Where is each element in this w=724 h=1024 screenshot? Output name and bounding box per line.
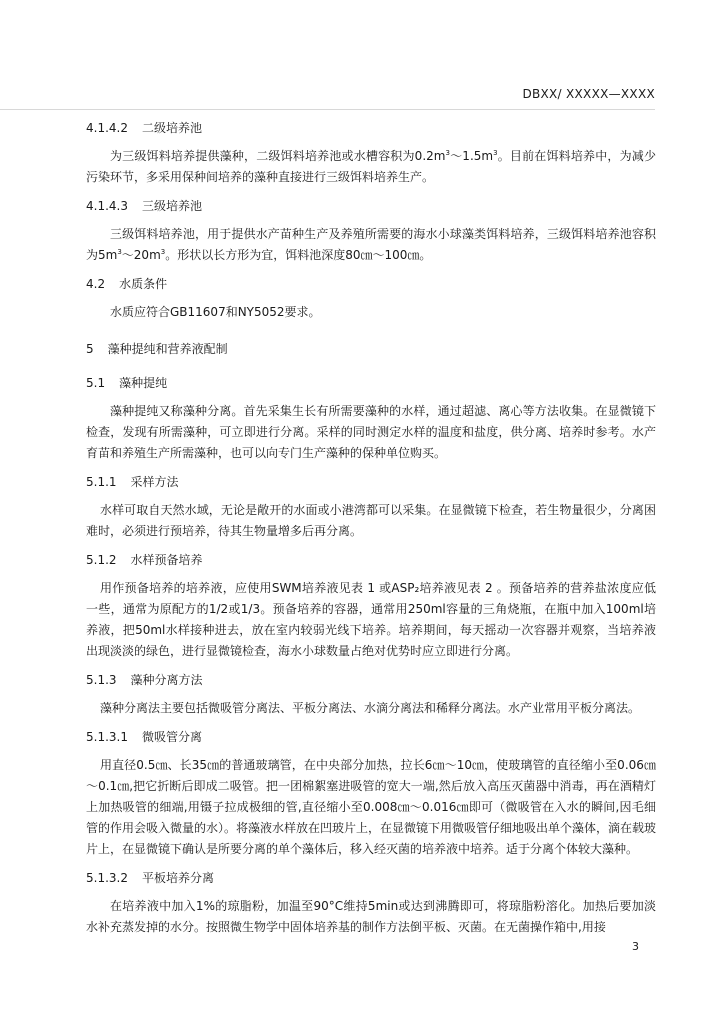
heading-title: 采样方法 <box>130 475 179 489</box>
heading-title: 微吸管分离 <box>141 730 202 744</box>
heading-number: 5.1.2 <box>86 553 117 567</box>
page-number: 3 <box>632 940 639 953</box>
paragraph-4-1-4-2: 为三级饵料培养提供藻种，二级饵料培养池或水槽容积为$0.2m^3\sim 1.5m^3$。目前在饵料培养中，为减少污染环节，多采用保种间培养的藻种直接进行三级饵料培养生产。 <box>86 149 656 184</box>
heading-number: 5.1.3.2 <box>86 871 128 885</box>
heading-title: 水样预备培养 <box>130 553 203 567</box>
paragraph-5-1: 藻种提纯又称藻种分离。首先采集生长有所需要藻种的水样，通过超滤、离心等方法收集。在显微镜下检查，发现有所需藻种，可立即进行分离。采样的同时测定水样的温度和盐度，供分离、培养时参考。水产育苗和养殖生产所需藻种，也可以向专门生产藻种的保种单位购买。 <box>86 404 656 460</box>
heading-number: 5.1.1 <box>86 475 117 489</box>
heading-number: 5.1.3 <box>86 673 117 687</box>
header-rule <box>0 109 655 110</box>
heading-title: 二级培养池 <box>141 121 202 135</box>
paragraph-5-1-2: 用作预备培养的培养液，应使用SWM培养液见表 1 或ASP₂培养液见表 2 。预备培养的营养盐浓度应低一些，通常为原配方的1/2或1/3。预备培养的容器，通常用250ml容量的三角烧瓶，在瓶中加入100ml培养液，把50ml水样接种进去，放在室内较弱光线下培养。培养期间，每天摇动一次容器并观察，当培养液出现淡淡的绿色，进行显微镜检查，海水小球数量占绝对优势时应立即进行分离。 <box>86 581 656 658</box>
heading-5-1-2 <box>86 550 656 570</box>
heading-number: 5.1.3.1 <box>86 730 128 744</box>
heading-5-1 <box>86 373 656 393</box>
heading-title: 藻种提纯和营养液配制 <box>107 342 228 356</box>
heading-number: 4.2 <box>86 277 106 291</box>
paragraph-4-1-4-3: 三级饵料培养池，用于提供水产苗种生产及养殖所需要的海水小球藻类饵料培养，三级饵料培养池容积为$5m^3\sim 20m^3$。形状以长方形为宜，饵料池深度80㎝～100㎝。 <box>86 227 656 262</box>
paragraph-5-1-3: 藻种分离法主要包括微吸管分离法、平板分离法、水滴分离法和稀释分离法。水产业常用平板分离法。 <box>100 701 641 715</box>
standard-code: DBXX/ XXXXX—XXXX <box>522 87 655 101</box>
heading-4-1-4-3 <box>86 196 656 216</box>
standard-code-header <box>522 87 655 101</box>
heading-4-2 <box>86 274 656 294</box>
paragraph-5-1-3-2: 在培养液中加入1%的琼脂粉，加温至90°C维持5min或达到沸腾即可，将琼脂粉溶化。加热后要加淡水补充蒸发掉的水分。按照微生物学中固体培养基的制作方法倒平板、灭菌。在无菌操作箱中,用接 <box>86 899 656 934</box>
heading-title: 藻种分离方法 <box>130 673 203 687</box>
heading-title: 平板培养分离 <box>141 871 214 885</box>
document-body <box>86 118 656 946</box>
heading-title: 藻种提纯 <box>119 376 168 390</box>
heading-5-1-3-1 <box>86 727 656 747</box>
heading-5 <box>86 339 656 359</box>
heading-number: 5 <box>86 342 94 356</box>
heading-title: 三级培养池 <box>141 199 202 213</box>
paragraph-5-1-1: 水样可取自天然水域，无论是敞开的水面或小港湾都可以采集。在显微镜下检查，若生物量很少，分离困难时，必须进行预培养，待其生物量增多后再分离。 <box>86 503 656 538</box>
heading-title: 水质条件 <box>119 277 168 291</box>
paragraph-5-1-3-1: 用直径0.5㎝、长35㎝的普通玻璃管，在中央部分加热，拉长6㎝～10㎝，使玻璃管的直径缩小至0.06㎝～0.1㎝,把它折断后即成二吸管。把一团棉絮塞进吸管的宽大一端,然后放入高压灭菌器中消毒，再在酒精灯上加热吸管的细端,用镊子拉成极细的管,直径缩小至0.008㎝～0.016㎝即可（微吸管在入水的瞬间,因毛细管的作用会吸入微量的水）。将藻液水样放在凹玻片上，在显微镜下用微吸管仔细地吸出单个藻体，滴在载玻片上，在显微镜下确认是所要分离的单个藻体后，移入经灭菌的培养液中培养。适于分离个体较大藻种。 <box>86 758 657 856</box>
paragraph-4-2: 水质应符合GB11607和NY5052要求。 <box>110 305 321 319</box>
heading-4-1-4-2 <box>86 118 656 138</box>
heading-number: 5.1 <box>86 376 106 390</box>
heading-number: 4.1.4.2 <box>86 121 128 135</box>
heading-5-1-3 <box>86 670 656 690</box>
heading-number: 4.1.4.3 <box>86 199 128 213</box>
heading-5-1-3-2 <box>86 868 656 888</box>
heading-5-1-1 <box>86 472 656 492</box>
